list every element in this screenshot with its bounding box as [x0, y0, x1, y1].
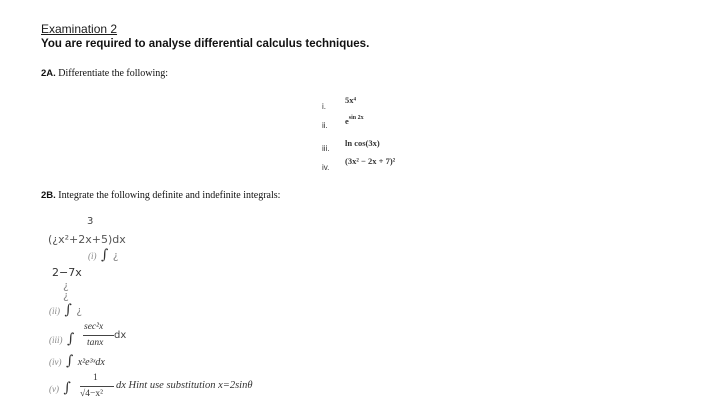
- expression-a-i: 5x⁴: [345, 95, 357, 105]
- integral-upper-limit: 3: [87, 216, 94, 227]
- expression-a-ii: [345, 116, 364, 126]
- item-i-row: [88, 246, 119, 264]
- differential-iii: dx: [114, 330, 127, 341]
- fraction-bar: [83, 335, 114, 336]
- fraction-bar: [80, 386, 114, 387]
- integrand-i: (¿x²+2x+5)dx: [48, 233, 126, 246]
- section-b-heading: [41, 190, 280, 201]
- roman-numeral: i.: [322, 102, 326, 111]
- glyph-line-2: ¿: [63, 289, 69, 302]
- integral-sign-icon: ∫: [63, 380, 71, 396]
- hint-text-v: dx Hint use substitution x=2sinθ: [116, 380, 253, 391]
- item-v-row: [49, 379, 71, 397]
- item-iv-label: (iv): [49, 357, 62, 367]
- section-b-label: 2B.: [41, 190, 56, 201]
- glyph-line-1: ¿: [63, 279, 69, 292]
- integral-sign-icon: ∫: [66, 331, 75, 347]
- expression-exponent: sin 2x: [348, 115, 364, 122]
- item-iii-label: (iii): [49, 335, 63, 345]
- list-item-a-iv: [322, 157, 329, 175]
- item-ii-row: [49, 301, 82, 319]
- roman-numeral: iv.: [322, 163, 330, 172]
- item-v-label: (v): [49, 384, 59, 394]
- roman-numeral: iii.: [322, 144, 330, 153]
- integral-sign-icon: ∫: [100, 247, 109, 263]
- list-item-a-iii: [322, 138, 330, 156]
- item-i-glyph: ¿: [112, 249, 119, 262]
- integral-sign-icon: ∫: [65, 353, 74, 369]
- list-item-a-i: [322, 96, 326, 114]
- section-a-prompt: Differentiate the following:: [58, 68, 169, 79]
- fraction-denominator-v: √4−x²: [80, 389, 103, 399]
- expression-base: e: [345, 116, 349, 126]
- integral-sign-icon: ∫: [64, 302, 72, 318]
- fraction-numerator-v: 1: [93, 373, 98, 383]
- item-i-label: (i): [88, 251, 97, 261]
- item-ii-glyph: ¿: [76, 304, 83, 317]
- fraction-denominator-iii: tanx: [87, 338, 104, 348]
- integral-lower-limit: 2−7x: [52, 266, 82, 279]
- integrand-iv: x²e³ˣdx: [77, 357, 105, 368]
- fraction-numerator-iii: sec²x: [84, 322, 104, 332]
- expression-a-iii: ln cos(3x): [345, 138, 380, 148]
- section-b-prompt: Integrate the following definite and indefinite integrals:: [58, 190, 281, 201]
- item-ii-label: (ii): [49, 306, 60, 316]
- item-iii-row: [49, 330, 74, 348]
- expression-a-iv: (3x² − 2x + 7)²: [345, 156, 396, 166]
- list-item-a-ii: [322, 115, 328, 133]
- exam-instruction: You are required to analyse differential calculus techniques.: [41, 38, 370, 50]
- section-a-heading: [41, 68, 168, 79]
- section-a-label: 2A.: [41, 68, 56, 79]
- item-iv-row: [49, 352, 105, 370]
- roman-numeral: ii.: [322, 121, 328, 130]
- exam-title: Examination 2: [41, 22, 118, 36]
